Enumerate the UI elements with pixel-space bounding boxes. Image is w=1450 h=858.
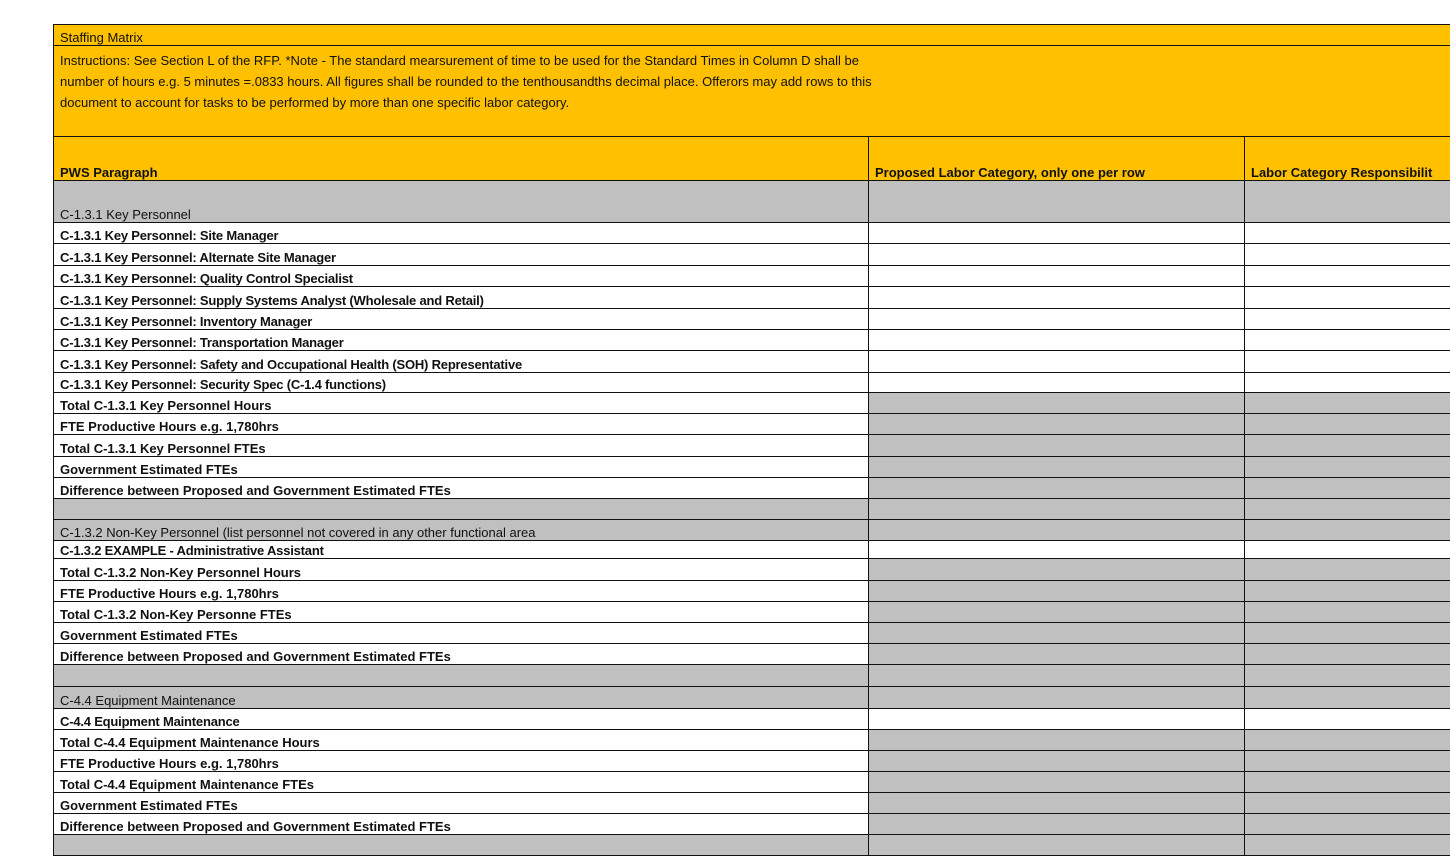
- proposed-labor-category-cell[interactable]: [869, 266, 1245, 287]
- total-row: [54, 602, 1450, 623]
- proposed-labor-category-cell[interactable]: [869, 244, 1245, 266]
- header-labor-category-responsibility[interactable]: Labor Category Responsibilit: [1245, 137, 1450, 181]
- total-row: [54, 414, 1450, 435]
- proposed-labor-category-cell[interactable]: [869, 223, 1245, 244]
- labor-category-responsibility-cell[interactable]: [1245, 287, 1450, 309]
- instructions-row: [54, 46, 1450, 137]
- labor-category-responsibility-cell[interactable]: [1245, 793, 1450, 814]
- item-row: [54, 309, 1450, 330]
- pws-paragraph-cell[interactable]: Total C-1.3.2 Non-Key Personne FTEs: [54, 602, 869, 623]
- item-row: [54, 266, 1450, 287]
- total-row: [54, 623, 1450, 644]
- labor-category-responsibility-cell[interactable]: [1245, 499, 1450, 520]
- pws-paragraph-cell[interactable]: C-1.3.2 Non-Key Personnel (list personnel not covered in any other functional area: [54, 520, 869, 541]
- pws-paragraph-cell[interactable]: C-1.3.1 Key Personnel: Alternate Site Manager: [54, 244, 869, 266]
- labor-category-responsibility-cell[interactable]: [1245, 687, 1450, 709]
- section-row: [54, 687, 1450, 709]
- total-row: [54, 457, 1450, 478]
- pws-paragraph-cell[interactable]: FTE Productive Hours e.g. 1,780hrs: [54, 751, 869, 772]
- total-row: [54, 581, 1450, 602]
- total-row: [54, 730, 1450, 751]
- proposed-labor-category-cell[interactable]: [869, 687, 1245, 709]
- proposed-labor-category-cell[interactable]: [869, 665, 1245, 687]
- proposed-labor-category-cell[interactable]: [869, 499, 1245, 520]
- total-row: [54, 644, 1450, 665]
- item-row: [54, 351, 1450, 373]
- item-row: [54, 709, 1450, 730]
- labor-category-responsibility-cell[interactable]: [1245, 581, 1450, 602]
- proposed-labor-category-cell[interactable]: [869, 772, 1245, 793]
- section-row: [54, 520, 1450, 541]
- labor-category-responsibility-cell[interactable]: [1245, 541, 1450, 559]
- pws-paragraph-cell[interactable]: C-1.3.1 Key Personnel: Supply Systems Analyst (Wholesale and Retail): [54, 287, 869, 309]
- spacer-row: [54, 835, 1450, 856]
- pws-paragraph-cell[interactable]: Difference between Proposed and Government Estimated FTEs: [54, 478, 869, 499]
- proposed-labor-category-cell[interactable]: [869, 541, 1245, 559]
- total-row: [54, 435, 1450, 457]
- header-pws-paragraph[interactable]: PWS Paragraph: [54, 137, 869, 181]
- proposed-labor-category-cell[interactable]: [869, 414, 1245, 435]
- pws-paragraph-cell[interactable]: C-1.3.1 Key Personnel: Inventory Manager: [54, 309, 869, 330]
- item-row: [54, 223, 1450, 244]
- section-row: [54, 181, 1450, 223]
- proposed-labor-category-cell[interactable]: [869, 287, 1245, 309]
- labor-category-responsibility-cell[interactable]: [1245, 835, 1450, 856]
- item-row: [54, 373, 1450, 393]
- labor-category-responsibility-cell[interactable]: [1245, 351, 1450, 373]
- proposed-labor-category-cell[interactable]: [869, 835, 1245, 856]
- labor-category-responsibility-cell[interactable]: [1245, 751, 1450, 772]
- labor-category-responsibility-cell[interactable]: [1245, 435, 1450, 457]
- proposed-labor-category-cell[interactable]: [869, 559, 1245, 581]
- proposed-labor-category-cell[interactable]: [869, 751, 1245, 772]
- proposed-labor-category-cell[interactable]: [869, 435, 1245, 457]
- pws-paragraph-cell[interactable]: [54, 835, 869, 856]
- total-row: [54, 814, 1450, 835]
- labor-category-responsibility-cell[interactable]: [1245, 520, 1450, 541]
- proposed-labor-category-cell[interactable]: [869, 814, 1245, 835]
- proposed-labor-category-cell[interactable]: [869, 457, 1245, 478]
- proposed-labor-category-cell[interactable]: [869, 581, 1245, 602]
- proposed-labor-category-cell[interactable]: [869, 644, 1245, 665]
- pws-paragraph-cell[interactable]: [54, 499, 869, 520]
- labor-category-responsibility-cell[interactable]: [1245, 414, 1450, 435]
- labor-category-responsibility-cell[interactable]: [1245, 244, 1450, 266]
- pws-paragraph-cell[interactable]: Total C-4.4 Equipment Maintenance FTEs: [54, 772, 869, 793]
- labor-category-responsibility-cell[interactable]: [1245, 623, 1450, 644]
- total-row: [54, 478, 1450, 499]
- pws-paragraph-cell[interactable]: C-4.4 Equipment Maintenance: [54, 687, 869, 709]
- pws-paragraph-cell[interactable]: C-1.3.1 Key Personnel: Site Manager: [54, 223, 869, 244]
- proposed-labor-category-cell[interactable]: [869, 793, 1245, 814]
- labor-category-responsibility-cell[interactable]: [1245, 814, 1450, 835]
- labor-category-responsibility-cell[interactable]: [1245, 709, 1450, 730]
- proposed-labor-category-cell[interactable]: [869, 520, 1245, 541]
- pws-paragraph-cell[interactable]: C-1.3.1 Key Personnel: Transportation Manager: [54, 330, 869, 351]
- proposed-labor-category-cell[interactable]: [869, 181, 1245, 223]
- pws-paragraph-cell[interactable]: Total C-1.3.1 Key Personnel Hours: [54, 393, 869, 414]
- total-row: [54, 772, 1450, 793]
- total-row: [54, 793, 1450, 814]
- pws-paragraph-cell[interactable]: Difference between Proposed and Government Estimated FTEs: [54, 644, 869, 665]
- pws-paragraph-cell[interactable]: FTE Productive Hours e.g. 1,780hrs: [54, 581, 869, 602]
- pws-paragraph-cell[interactable]: FTE Productive Hours e.g. 1,780hrs: [54, 414, 869, 435]
- labor-category-responsibility-cell[interactable]: [1245, 602, 1450, 623]
- labor-category-responsibility-cell[interactable]: [1245, 330, 1450, 351]
- instructions-text: Instructions: See Section L of the RFP. *Note - The standard mearsurement of time to be used for the Standard Times in Column D shall be number of hours e.g. 5 minutes =.0833 hours. All figures shall be rounded to the tenthousandths decimal place. Offerors may add rows to this document to account for tasks to be performed by more than one specific labor category.: [60, 53, 872, 110]
- proposed-labor-category-cell[interactable]: [869, 623, 1245, 644]
- instructions-cell[interactable]: [54, 46, 1450, 137]
- labor-category-responsibility-cell[interactable]: [1245, 478, 1450, 499]
- pws-paragraph-cell[interactable]: Total C-1.3.1 Key Personnel FTEs: [54, 435, 869, 457]
- pws-paragraph-cell[interactable]: C-1.3.1 Key Personnel: Security Spec (C-1.4 functions): [54, 373, 869, 393]
- pws-paragraph-cell[interactable]: [54, 665, 869, 687]
- proposed-labor-category-cell[interactable]: [869, 330, 1245, 351]
- pws-paragraph-cell[interactable]: Total C-1.3.2 Non-Key Personnel Hours: [54, 559, 869, 581]
- proposed-labor-category-cell[interactable]: [869, 309, 1245, 330]
- total-row: [54, 751, 1450, 772]
- proposed-labor-category-cell[interactable]: [869, 351, 1245, 373]
- pws-paragraph-cell[interactable]: C-1.3.2 EXAMPLE - Administrative Assistant: [54, 541, 869, 559]
- staffing-matrix-table: [53, 24, 1450, 856]
- item-row: [54, 330, 1450, 351]
- pws-paragraph-cell[interactable]: Difference between Proposed and Government Estimated FTEs: [54, 814, 869, 835]
- labor-category-responsibility-cell[interactable]: [1245, 223, 1450, 244]
- labor-category-responsibility-cell[interactable]: [1245, 181, 1450, 223]
- labor-category-responsibility-cell[interactable]: [1245, 393, 1450, 414]
- labor-category-responsibility-cell[interactable]: [1245, 730, 1450, 751]
- spacer-row: [54, 499, 1450, 520]
- spacer-row: [54, 665, 1450, 687]
- proposed-labor-category-cell[interactable]: [869, 393, 1245, 414]
- pws-paragraph-cell[interactable]: C-1.3.1 Key Personnel: Quality Control Specialist: [54, 266, 869, 287]
- item-row: [54, 541, 1450, 559]
- title-row: [54, 25, 1450, 46]
- labor-category-responsibility-cell[interactable]: [1245, 665, 1450, 687]
- pws-paragraph-cell[interactable]: C-1.3.1 Key Personnel: Safety and Occupational Health (SOH) Representative: [54, 351, 869, 373]
- pws-paragraph-cell[interactable]: Total C-4.4 Equipment Maintenance Hours: [54, 730, 869, 751]
- item-row: [54, 287, 1450, 309]
- proposed-labor-category-cell[interactable]: [869, 373, 1245, 393]
- labor-category-responsibility-cell[interactable]: [1245, 457, 1450, 478]
- labor-category-responsibility-cell[interactable]: [1245, 373, 1450, 393]
- pws-paragraph-cell[interactable]: C-1.3.1 Key Personnel: [54, 181, 869, 223]
- pws-paragraph-cell[interactable]: Government Estimated FTEs: [54, 793, 869, 814]
- header-proposed-labor-category[interactable]: Proposed Labor Category, only one per row: [869, 137, 1245, 181]
- pws-paragraph-cell[interactable]: C-4.4 Equipment Maintenance: [54, 709, 869, 730]
- sheet-title[interactable]: Staffing Matrix: [54, 25, 1450, 46]
- column-header-row: [54, 137, 1450, 181]
- proposed-labor-category-cell[interactable]: [869, 478, 1245, 499]
- proposed-labor-category-cell[interactable]: [869, 730, 1245, 751]
- labor-category-responsibility-cell[interactable]: [1245, 772, 1450, 793]
- labor-category-responsibility-cell[interactable]: [1245, 309, 1450, 330]
- item-row: [54, 244, 1450, 266]
- proposed-labor-category-cell[interactable]: [869, 602, 1245, 623]
- pws-paragraph-cell[interactable]: Government Estimated FTEs: [54, 623, 869, 644]
- labor-category-responsibility-cell[interactable]: [1245, 266, 1450, 287]
- total-row: [54, 559, 1450, 581]
- proposed-labor-category-cell[interactable]: [869, 709, 1245, 730]
- total-row: [54, 393, 1450, 414]
- pws-paragraph-cell[interactable]: Government Estimated FTEs: [54, 457, 869, 478]
- labor-category-responsibility-cell[interactable]: [1245, 559, 1450, 581]
- labor-category-responsibility-cell[interactable]: [1245, 644, 1450, 665]
